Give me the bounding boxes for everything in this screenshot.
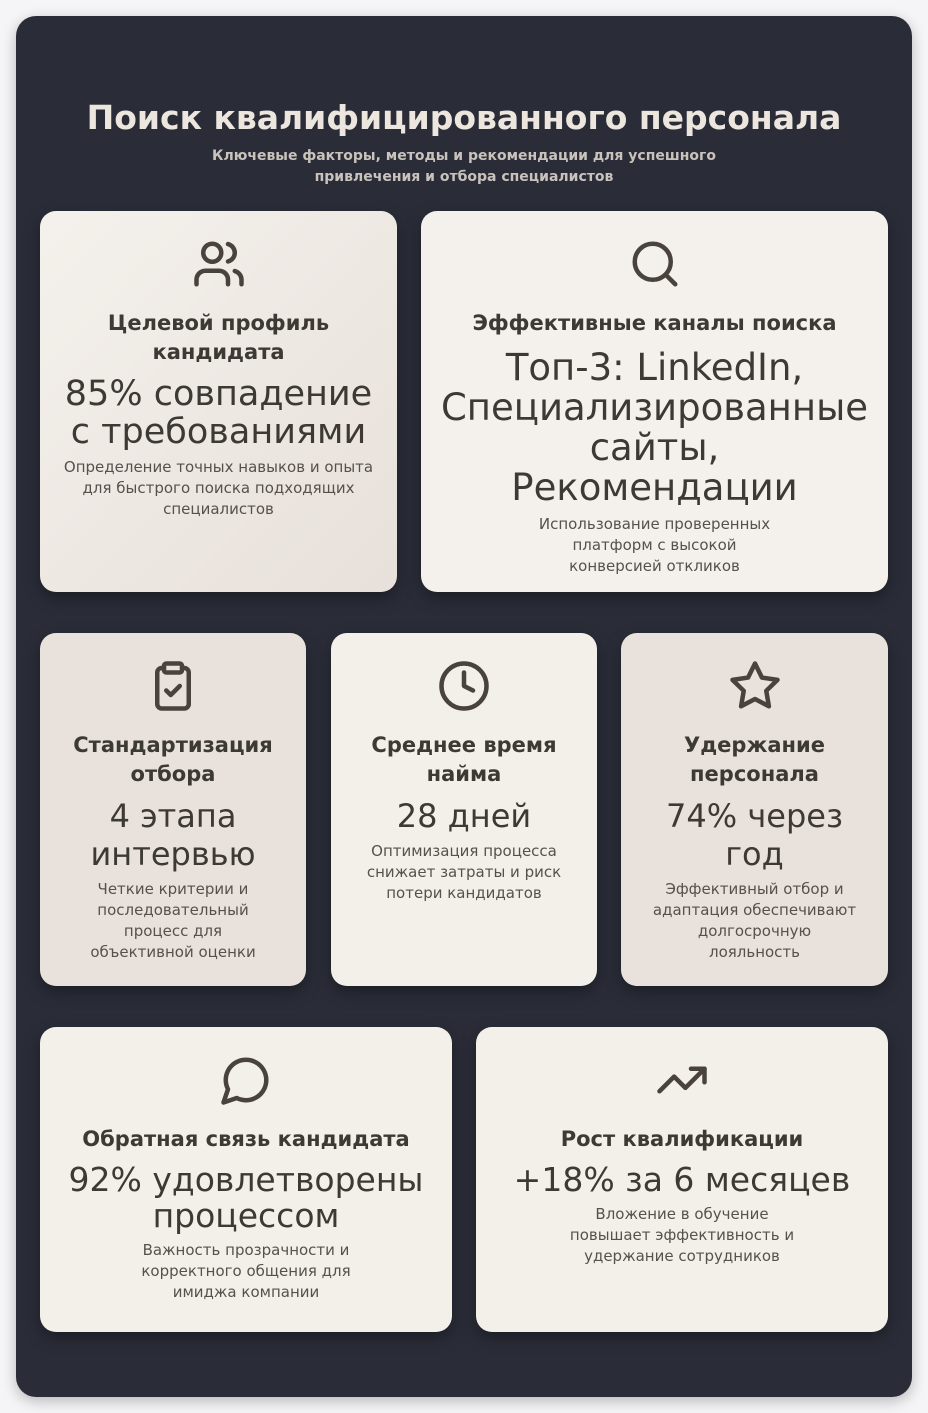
card-candidate-profile [40, 211, 397, 592]
card-skill-growth [476, 1027, 888, 1332]
card-title: Удержание персонала [684, 733, 825, 786]
card-value: Топ-3: LinkedIn, Специализированные сайты, Рекомендации [440, 346, 869, 509]
clipboard-check-icon [146, 659, 200, 713]
card-selection-standardization [40, 633, 306, 986]
card-title: Рост квалификации [560, 1127, 804, 1151]
card-time-to-hire [331, 633, 597, 986]
card-value: 28 дней [396, 797, 532, 835]
card-description: Четкие критерии и последовательный процесс для объективной оценки [90, 880, 256, 961]
card-value: +18% за 6 месяцев [513, 1160, 851, 1199]
card-title: Стандартизация отбора [73, 733, 273, 786]
card-value: 85% совпадение с требованиями [64, 374, 373, 452]
card-description: Важность прозрачности и корректного общения для имиджа компании [141, 1241, 351, 1301]
card-description: Вложение в обучение повышает эффективность и удержание сотрудников [569, 1205, 795, 1265]
card-title: Обратная связь кандидата [82, 1127, 410, 1151]
card-description: Использование проверенных платформ с высокой конверсией откликов [538, 515, 771, 575]
card-title: Среднее время найма [371, 733, 557, 786]
card-candidate-feedback [40, 1027, 452, 1332]
card-search-channels [421, 211, 888, 592]
star-icon [728, 659, 782, 713]
users-icon [192, 237, 246, 291]
trending-up-icon [655, 1053, 709, 1107]
search-icon [628, 237, 682, 291]
card-description: Эффективный отбор и адаптация обеспечивают долгосрочную лояльность [652, 880, 857, 961]
card-value: 74% через год [666, 797, 843, 873]
card-description: Оптимизация процесса снижает затраты и риск потери кандидатов [366, 842, 562, 902]
card-title: Эффективные каналы поиска [472, 311, 837, 335]
page-title: Поиск квалифицированного персонала [86, 98, 842, 137]
card-retention [621, 633, 888, 986]
message-circle-icon [219, 1053, 273, 1107]
card-value: 92% удовлетворены процессом [68, 1160, 424, 1235]
card-value: 4 этапа интервью [90, 797, 256, 873]
card-description: Определение точных навыков и опыта для быстрого поиска подходящих специалистов [63, 458, 374, 518]
clock-icon [437, 659, 491, 713]
card-title: Целевой профиль кандидата [107, 311, 330, 364]
page-subtitle: Ключевые факторы, методы и рекомендации для успешного привлечения и отбора специалистов [212, 148, 716, 185]
